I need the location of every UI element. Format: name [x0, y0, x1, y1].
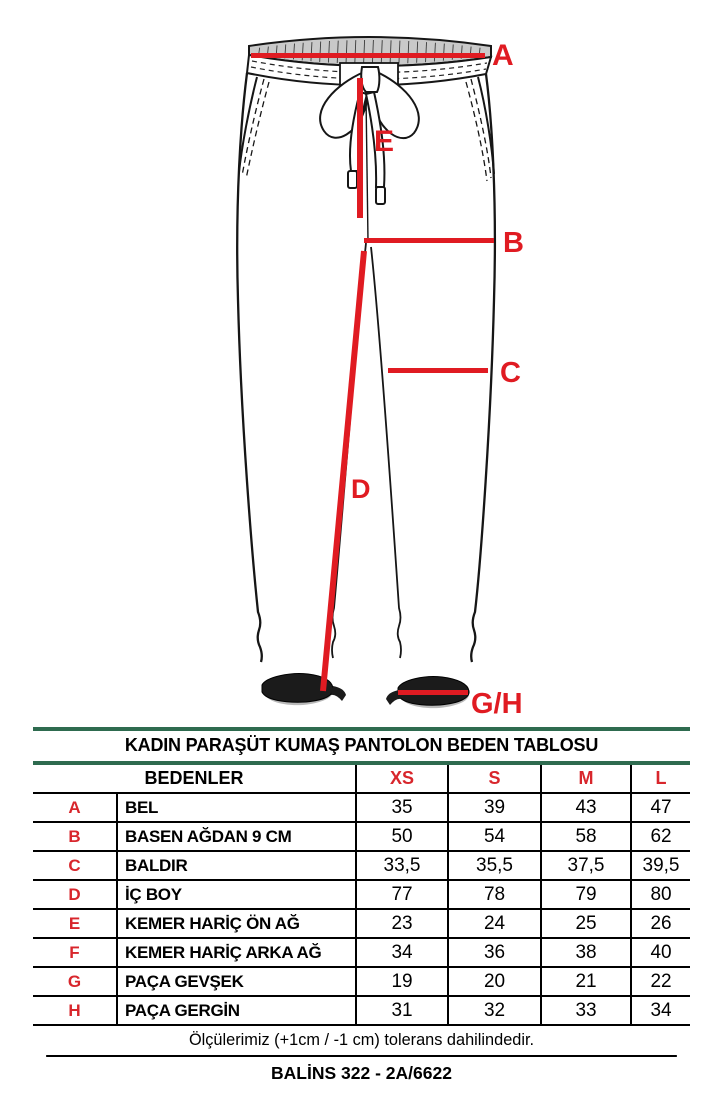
- size-table: [33, 727, 690, 1090]
- table-row: [33, 938, 690, 967]
- measure-label-gh: G/H: [471, 688, 523, 720]
- table-row: [33, 996, 690, 1025]
- product-code: BALİNS 322 - 2A/6622: [271, 1063, 452, 1083]
- pants-outline: [237, 73, 495, 662]
- row-value: 33,5: [356, 851, 448, 880]
- header-size-xs: XS: [356, 765, 448, 793]
- measure-label-e: E: [374, 125, 395, 158]
- tolerance-note: Ölçülerimiz (+1cm / -1 cm) tolerans dahilindedir.: [46, 1026, 677, 1057]
- row-value: 21: [541, 967, 631, 996]
- row-letter: G: [33, 967, 117, 996]
- row-value: 47: [631, 793, 690, 822]
- row-value: 38: [541, 938, 631, 967]
- row-measure-name: PAÇA GEVŞEK: [117, 967, 356, 996]
- row-value: 37,5: [541, 851, 631, 880]
- measure-line-a: [251, 53, 485, 58]
- measurements-table: [33, 765, 690, 1026]
- cuff-left: [262, 674, 346, 706]
- measure-lines: [251, 53, 494, 695]
- table-row: [33, 880, 690, 909]
- measure-line-d: [323, 251, 364, 691]
- measure-label-d: D: [351, 474, 371, 504]
- row-value: 22: [631, 967, 690, 996]
- row-measure-name: KEMER HARİÇ ÖN AĞ: [117, 909, 356, 938]
- row-measure-name: BALDIR: [117, 851, 356, 880]
- row-value: 34: [631, 996, 690, 1025]
- row-value: 19: [356, 967, 448, 996]
- row-value: 54: [448, 822, 541, 851]
- table-row: [33, 967, 690, 996]
- row-letter: D: [33, 880, 117, 909]
- row-value: 79: [541, 880, 631, 909]
- row-value: 77: [356, 880, 448, 909]
- row-value: 35: [356, 793, 448, 822]
- table-header-row: [33, 765, 690, 793]
- row-value: 20: [448, 967, 541, 996]
- row-value: 36: [448, 938, 541, 967]
- table-row: [33, 851, 690, 880]
- row-measure-name: PAÇA GERGİN: [117, 996, 356, 1025]
- drawstring-bow: [320, 67, 419, 204]
- row-value: 80: [631, 880, 690, 909]
- row-letter: A: [33, 793, 117, 822]
- row-value: 78: [448, 880, 541, 909]
- row-letter: F: [33, 938, 117, 967]
- row-value: 43: [541, 793, 631, 822]
- header-size-s: S: [448, 765, 541, 793]
- row-letter: B: [33, 822, 117, 851]
- row-value: 35,5: [448, 851, 541, 880]
- measure-line-c: [388, 368, 488, 373]
- row-value: 32: [448, 996, 541, 1025]
- row-value: 40: [631, 938, 690, 967]
- row-letter: E: [33, 909, 117, 938]
- row-value: 25: [541, 909, 631, 938]
- row-value: 31: [356, 996, 448, 1025]
- row-value: 39,5: [631, 851, 690, 880]
- table-title: KADIN PARAŞÜT KUMAŞ PANTOLON BEDEN TABLOSU: [33, 727, 690, 765]
- pocket-left: [239, 77, 269, 179]
- row-value: 26: [631, 909, 690, 938]
- row-value: 33: [541, 996, 631, 1025]
- row-value: 24: [448, 909, 541, 938]
- measure-label-a: A: [492, 39, 514, 72]
- header-size-l: L: [631, 765, 690, 793]
- pocket-right: [466, 77, 494, 181]
- row-measure-name: KEMER HARİÇ ARKA AĞ: [117, 938, 356, 967]
- header-bedenler: BEDENLER: [33, 765, 356, 793]
- measure-line-e: [357, 78, 363, 218]
- measure-label-c: C: [500, 357, 521, 389]
- measure-line-gh: [398, 690, 468, 695]
- row-measure-name: İÇ BOY: [117, 880, 356, 909]
- row-value: 50: [356, 822, 448, 851]
- row-letter: C: [33, 851, 117, 880]
- row-value: 34: [356, 938, 448, 967]
- header-size-m: M: [541, 765, 631, 793]
- row-value: 58: [541, 822, 631, 851]
- row-measure-name: BEL: [117, 793, 356, 822]
- row-measure-name: BASEN AĞDAN 9 CM: [117, 822, 356, 851]
- table-row: [33, 909, 690, 938]
- row-letter: H: [33, 996, 117, 1025]
- measure-label-b: B: [503, 227, 524, 259]
- row-value: 23: [356, 909, 448, 938]
- row-value: 62: [631, 822, 690, 851]
- measure-line-b: [364, 238, 494, 243]
- cuff-left-tab: [331, 686, 346, 701]
- row-value: 39: [448, 793, 541, 822]
- table-row: [33, 793, 690, 822]
- table-row: [33, 822, 690, 851]
